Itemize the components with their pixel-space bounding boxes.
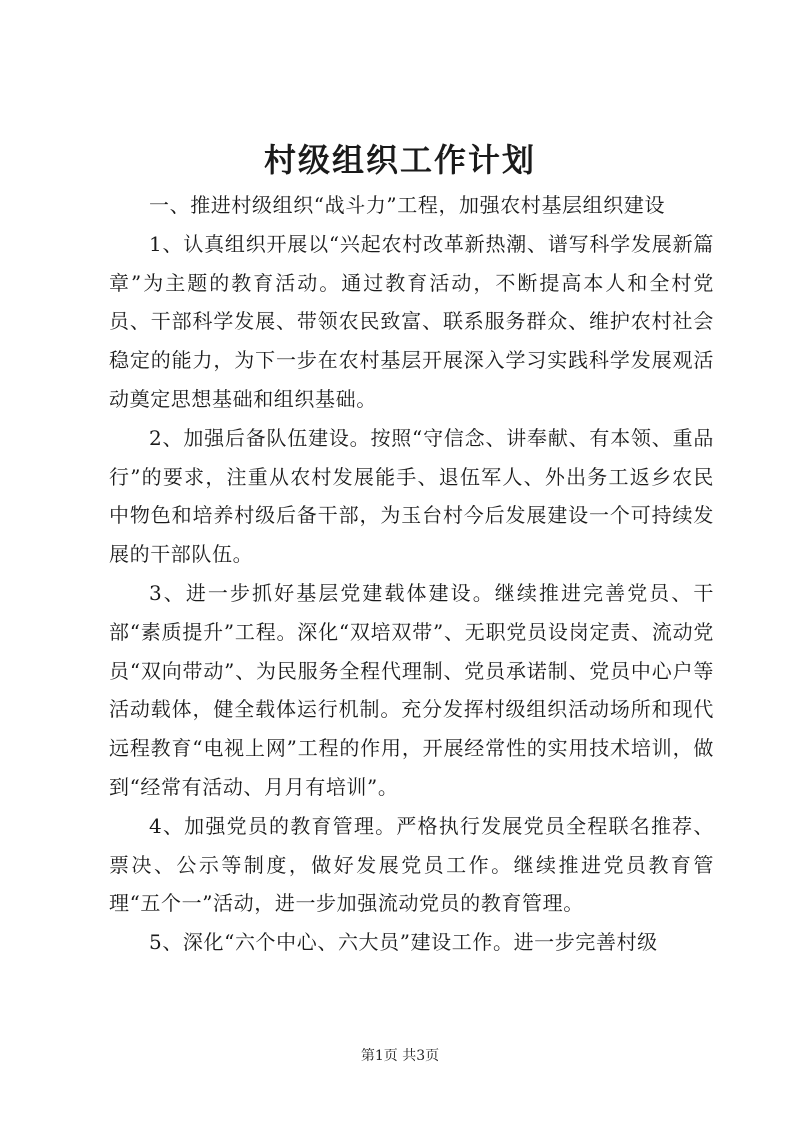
paragraph-item-1: 1、认真组织开展以“兴起农村改革新热潮、谱写科学发展新篇章”为主题的教育活动。通过教育活动，不断提高本人和全村党员、干部科学发展、带领农民致富、联系服务群众、维护农村社会稳定的能力，为下一步在农村基层开展深入学习实践科学发展观活动奠定思想基础和组织基础。 [109, 231, 714, 411]
paragraph-item-5: 5、深化“六个中心、六大员”建设工作。进一步完善村级 [149, 930, 658, 955]
paragraph-item-4: 4、加强党员的教育管理。严格执行发展党员全程联名推荐、票决、公示等制度，做好发展党员工作。继续推进党员教育管理“五个一”活动，进一步加强流动党员的教育管理。 [109, 813, 714, 916]
document-title: 村级组织工作计划 [263, 141, 536, 179]
paragraph-item-3: 3、进一步抓好基层党建载体建设。继续推进完善党员、干部“素质提升”工程。深化“双培双带”、无职党员设岗定责、流动党员“双向带动”、为民服务全程代理制、党员承诺制、党员中心户等活动载体，健全载体运行机制。充分发挥村级组织活动场所和现代远程教育“电视上网”工程的作用，开展经常性的实用技术培训，做到“经常有活动、月月有培训”。 [109, 580, 714, 799]
document-body [109, 186, 714, 962]
paragraph-section-heading: 一、推进村级组织“战斗力”工程，加强农村基层组织建设 [149, 193, 666, 217]
page-number-footer: 第1页 共3页 [360, 1048, 440, 1064]
paragraph-item-2: 2、加强后备队伍建设。按照“守信念、讲奉献、有本领、重品行”的要求，注重从农村发展能手、退伍军人、外出务工返乡农民中物色和培养村级后备干部，为玉台村今后发展建设一个可持续发展的干部队伍。 [109, 425, 714, 567]
